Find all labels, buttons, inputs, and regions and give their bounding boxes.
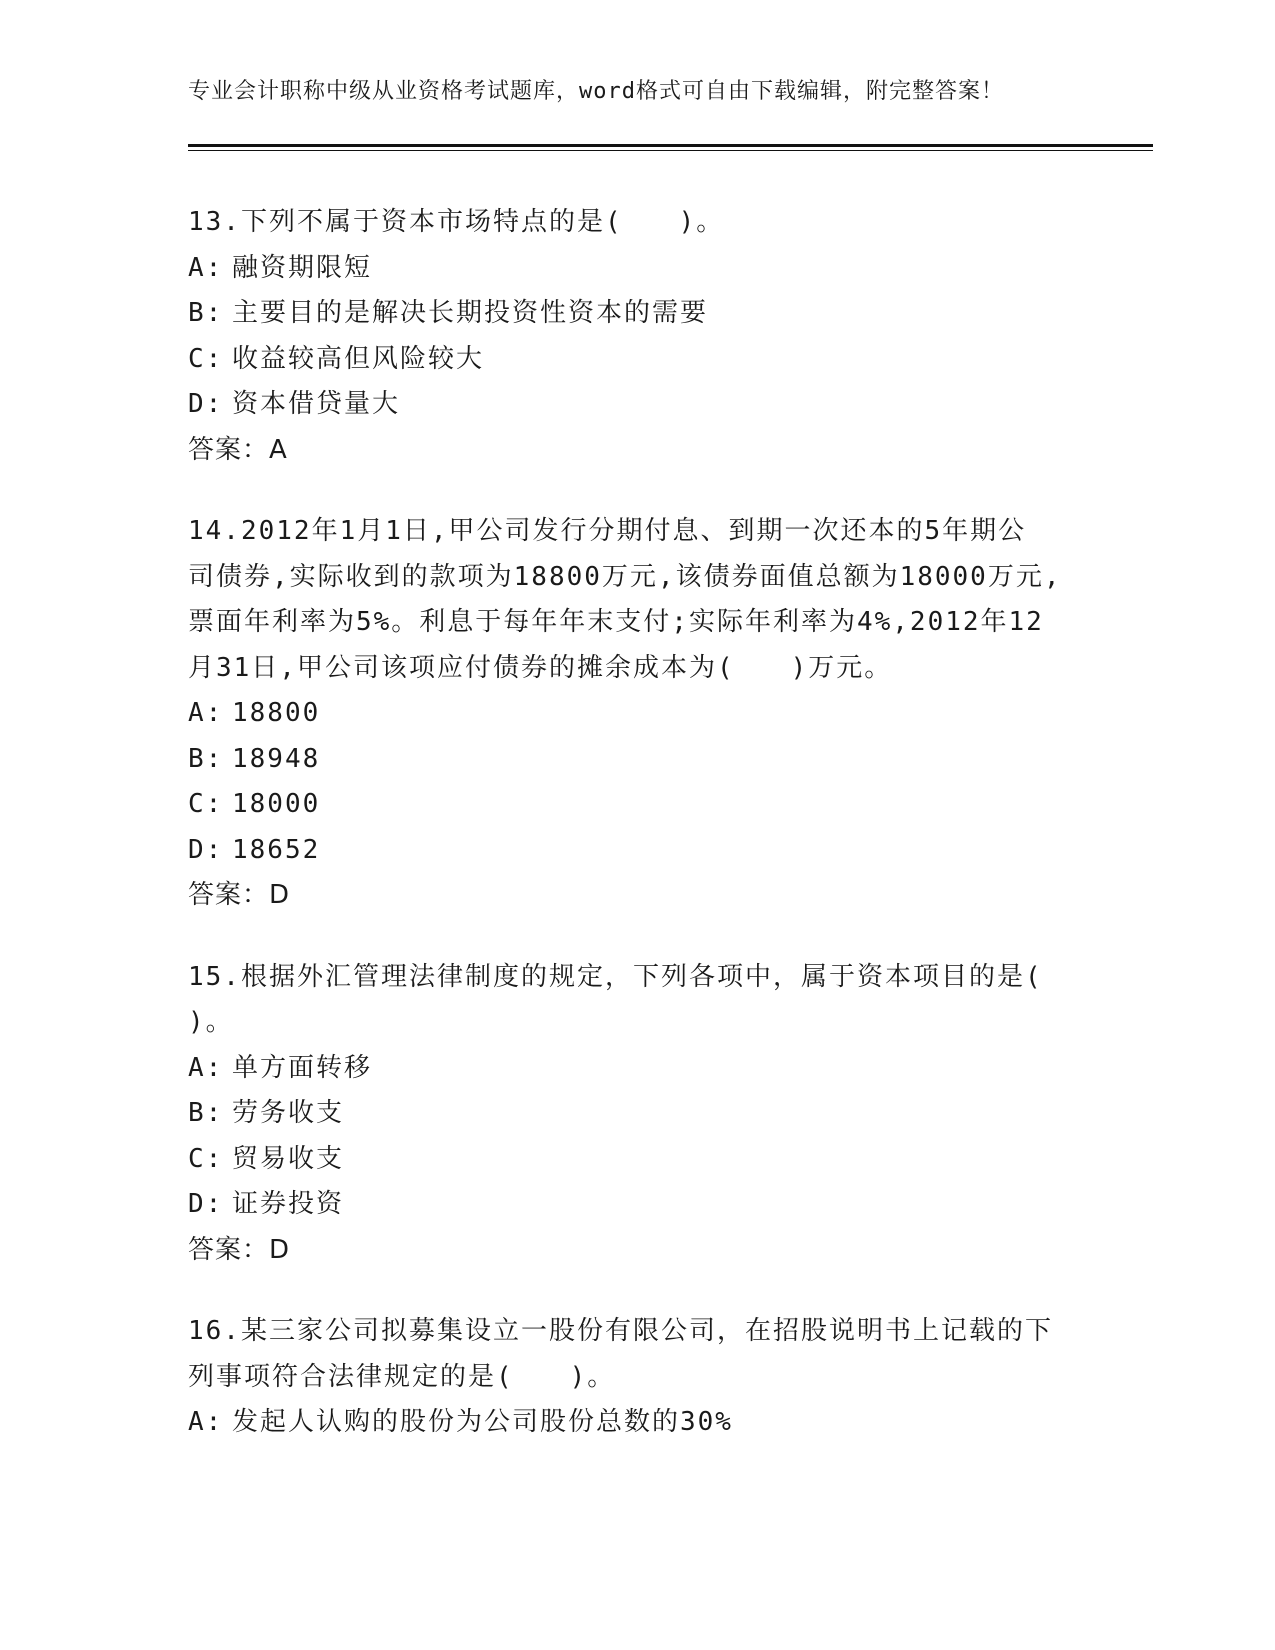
option-key: B: bbox=[188, 298, 224, 328]
option-text: 融资期限短 bbox=[232, 252, 373, 283]
option-key: B: bbox=[188, 743, 224, 774]
option-key: C: bbox=[188, 789, 224, 819]
option-text: 18800 bbox=[232, 698, 321, 728]
option-c bbox=[188, 782, 1088, 828]
question-16 bbox=[188, 1309, 1088, 1446]
option-key: A: bbox=[188, 1407, 224, 1437]
header-rule-thin bbox=[188, 150, 1153, 151]
option-b bbox=[188, 737, 1088, 783]
option-key: A: bbox=[188, 698, 224, 728]
option-text: 收益较高但风险较大 bbox=[232, 343, 485, 374]
stem-line: 列事项符合法律规定的是( )。 bbox=[188, 1361, 616, 1392]
stem-line: 票面年利率为5%。利息于每年年末支付;实际年利率为4%,2012年12 bbox=[188, 607, 1044, 637]
question-stem bbox=[188, 200, 1088, 246]
answer: 答案：D bbox=[188, 1234, 291, 1265]
stem-line: 15.根据外汇管理法律制度的规定，下列各项中，属于资本项目的是( bbox=[188, 961, 1043, 992]
question-15 bbox=[188, 955, 1088, 1274]
stem-line: 月31日,甲公司该项应付债券的摊余成本为( )万元。 bbox=[188, 652, 893, 683]
question-13 bbox=[188, 200, 1088, 473]
option-c bbox=[188, 337, 1088, 383]
header-rule-thick bbox=[188, 144, 1153, 147]
option-key: A: bbox=[188, 1052, 224, 1083]
answer: 答案：A bbox=[188, 434, 288, 465]
option-key: A: bbox=[188, 252, 224, 283]
option-text: 单方面转移 bbox=[232, 1052, 373, 1083]
option-d bbox=[188, 828, 1088, 874]
stem-line: 13.下列不属于资本市场特点的是( )。 bbox=[188, 207, 725, 237]
option-text: 发起人认购的股份为公司股份总数的30% bbox=[232, 1407, 733, 1437]
question-14 bbox=[188, 509, 1088, 919]
option-text: 18948 bbox=[232, 743, 321, 774]
page-header: 专业会计职称中级从业资格考试题库，word格式可自由下载编辑，附完整答案！ bbox=[188, 79, 1004, 104]
option-text: 证券投资 bbox=[232, 1189, 345, 1219]
option-a bbox=[188, 1400, 1088, 1446]
option-a bbox=[188, 1046, 1088, 1092]
option-text: 贸易收支 bbox=[232, 1143, 345, 1174]
question-stem bbox=[188, 1309, 1088, 1400]
option-key: B: bbox=[188, 1098, 224, 1128]
option-key: D: bbox=[188, 389, 224, 419]
option-text: 18000 bbox=[232, 789, 321, 819]
option-a bbox=[188, 246, 1088, 292]
option-c bbox=[188, 1137, 1088, 1183]
option-key: D: bbox=[188, 1189, 224, 1219]
option-text: 资本借贷量大 bbox=[232, 389, 401, 419]
stem-line: 16.某三家公司拟募集设立一股份有限公司，在招股说明书上记载的下 bbox=[188, 1316, 1053, 1346]
question-list bbox=[188, 200, 1088, 1482]
question-stem bbox=[188, 955, 1088, 1046]
option-b bbox=[188, 1091, 1088, 1137]
stem-line: )。 bbox=[188, 1007, 234, 1037]
option-a bbox=[188, 691, 1088, 737]
option-text: 18652 bbox=[232, 834, 321, 865]
option-key: C: bbox=[188, 1143, 224, 1174]
option-d bbox=[188, 382, 1088, 428]
option-d bbox=[188, 1182, 1088, 1228]
stem-line: 14.2012年1月1日,甲公司发行分期付息、到期一次还本的5年期公 bbox=[188, 516, 1027, 546]
stem-line: 司债券,实际收到的款项为18800万元,该债券面值总额为18000万元, bbox=[188, 561, 1062, 592]
option-text: 主要目的是解决长期投资性资本的需要 bbox=[232, 298, 709, 328]
answer: 答案：D bbox=[188, 880, 291, 910]
option-key: D: bbox=[188, 834, 224, 865]
option-text: 劳务收支 bbox=[232, 1098, 345, 1128]
question-stem bbox=[188, 509, 1088, 691]
option-key: C: bbox=[188, 343, 224, 374]
option-b bbox=[188, 291, 1088, 337]
